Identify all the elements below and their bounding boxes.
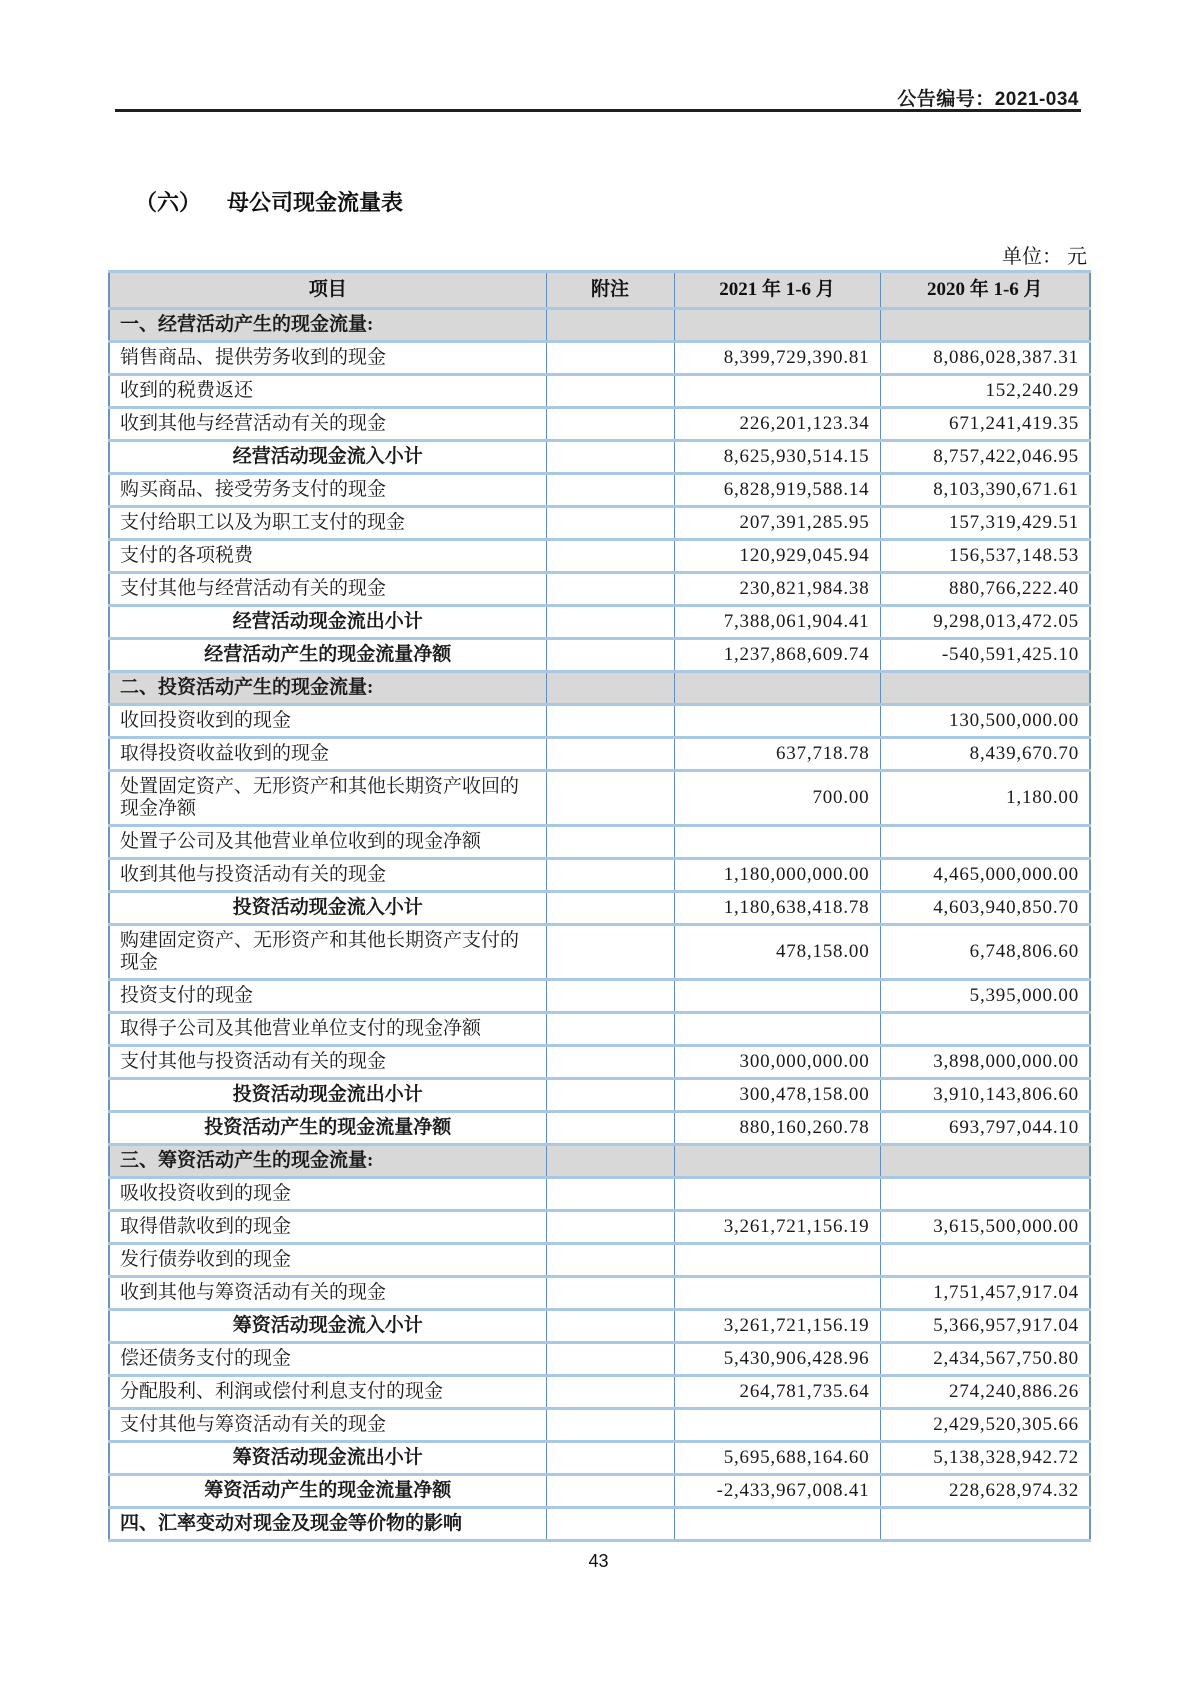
value-2021-cell	[674, 1145, 880, 1178]
value-2021-cell: 637,718.78	[674, 738, 880, 771]
row-label-cell: 经营活动现金流入小计	[109, 441, 546, 474]
item-row	[109, 507, 1090, 540]
value-2020-cell: 8,439,670.70	[880, 738, 1090, 771]
row-label-cell: 分配股利、利润或偿付利息支付的现金	[109, 1376, 546, 1409]
value-2021-cell: 300,000,000.00	[674, 1046, 880, 1079]
row-label-cell: 销售商品、提供劳务收到的现金	[109, 342, 546, 375]
row-label-cell: 吸收投资收到的现金	[109, 1178, 546, 1211]
note-cell	[546, 859, 674, 892]
value-2021-cell	[674, 375, 880, 408]
value-2020-cell: 274,240,886.26	[880, 1376, 1090, 1409]
row-label-cell: 发行债券收到的现金	[109, 1244, 546, 1277]
value-2020-cell	[880, 1244, 1090, 1277]
note-cell	[546, 1376, 674, 1409]
value-2021-cell: 1,180,638,418.78	[674, 892, 880, 925]
value-2021-cell: 6,828,919,588.14	[674, 474, 880, 507]
note-cell	[546, 1112, 674, 1145]
value-2020-cell: 671,241,419.35	[880, 408, 1090, 441]
value-2020-cell	[880, 1145, 1090, 1178]
row-label-cell: 投资活动现金流入小计	[109, 892, 546, 925]
value-2021-cell: 880,160,260.78	[674, 1112, 880, 1145]
value-2021-cell: 230,821,984.38	[674, 573, 880, 606]
subtotal-row	[109, 1475, 1090, 1508]
page-number: 43	[588, 1551, 609, 1571]
note-cell	[546, 738, 674, 771]
row-label-cell: 取得子公司及其他营业单位支付的现金净额	[109, 1013, 546, 1046]
value-2021-cell: 3,261,721,156.19	[674, 1310, 880, 1343]
row-label-cell: 三、筹资活动产生的现金流量:	[109, 1145, 546, 1178]
item-row	[109, 342, 1090, 375]
value-2021-cell: 7,388,061,904.41	[674, 606, 880, 639]
title-text: 母公司现金流量表	[227, 190, 404, 215]
row-label-cell: 处置子公司及其他营业单位收到的现金净额	[109, 826, 546, 859]
note-cell	[546, 1244, 674, 1277]
subtotal-row	[109, 892, 1090, 925]
subtotal-row	[109, 1112, 1090, 1145]
row-label-cell: 筹资活动现金流入小计	[109, 1310, 546, 1343]
value-2020-cell: -540,591,425.10	[880, 639, 1090, 672]
note-cell	[546, 1475, 674, 1508]
note-cell	[546, 540, 674, 573]
subtotal-row	[109, 1442, 1090, 1475]
note-cell	[546, 1211, 674, 1244]
value-2021-cell: 264,781,735.64	[674, 1376, 880, 1409]
value-2020-cell: 5,366,957,917.04	[880, 1310, 1090, 1343]
row-label-cell: 收到其他与投资活动有关的现金	[109, 859, 546, 892]
value-2020-cell: 4,465,000,000.00	[880, 859, 1090, 892]
row-label-cell: 收回投资收到的现金	[109, 705, 546, 738]
item-row	[109, 1211, 1090, 1244]
value-2020-cell	[880, 826, 1090, 859]
value-2020-cell	[880, 672, 1090, 705]
value-2020-cell: 4,603,940,850.70	[880, 892, 1090, 925]
note-cell	[546, 1508, 674, 1541]
row-label-cell: 经营活动现金流出小计	[109, 606, 546, 639]
value-2020-cell: 3,910,143,806.60	[880, 1079, 1090, 1112]
item-row	[109, 375, 1090, 408]
value-2021-cell	[674, 980, 880, 1013]
note-cell	[546, 925, 674, 980]
row-label-cell: 经营活动产生的现金流量净额	[109, 639, 546, 672]
note-cell	[546, 1079, 674, 1112]
subtotal-row	[109, 1310, 1090, 1343]
value-2020-cell: 228,628,974.32	[880, 1475, 1090, 1508]
note-cell	[546, 705, 674, 738]
row-label-cell: 支付其他与筹资活动有关的现金	[109, 1409, 546, 1442]
value-2020-cell: 2,429,520,305.66	[880, 1409, 1090, 1442]
value-2020-cell: 1,751,457,917.04	[880, 1277, 1090, 1310]
item-row	[109, 705, 1090, 738]
value-2021-cell: 207,391,285.95	[674, 507, 880, 540]
row-label-cell: 取得借款收到的现金	[109, 1211, 546, 1244]
value-2020-cell: 1,180.00	[880, 771, 1090, 826]
note-cell	[546, 342, 674, 375]
subtotal-row	[109, 441, 1090, 474]
column-header-item: 项目	[109, 272, 546, 309]
row-label-cell: 二、投资活动产生的现金流量:	[109, 672, 546, 705]
value-2020-cell: 157,319,429.51	[880, 507, 1090, 540]
row-label-cell: 支付其他与经营活动有关的现金	[109, 573, 546, 606]
value-2020-cell: 6,748,806.60	[880, 925, 1090, 980]
row-label-cell: 收到其他与筹资活动有关的现金	[109, 1277, 546, 1310]
column-header-2020: 2020 年 1-6 月	[880, 272, 1090, 309]
value-2021-cell	[674, 672, 880, 705]
item-row	[109, 573, 1090, 606]
value-2020-cell: 8,103,390,671.61	[880, 474, 1090, 507]
item-row	[109, 1046, 1090, 1079]
note-cell	[546, 1442, 674, 1475]
section-row	[109, 1508, 1090, 1541]
value-2021-cell: 8,625,930,514.15	[674, 441, 880, 474]
note-cell	[546, 1310, 674, 1343]
section-number: （六）	[135, 190, 202, 215]
subtotal-row	[109, 1079, 1090, 1112]
announcement-number: 公告编号：2021-034	[897, 89, 1079, 110]
note-cell	[546, 1145, 674, 1178]
value-2020-cell	[880, 1508, 1090, 1541]
note-cell	[546, 771, 674, 826]
value-2021-cell: 5,695,688,164.60	[674, 1442, 880, 1475]
row-label-cell: 支付给职工以及为职工支付的现金	[109, 507, 546, 540]
row-label-cell: 处置固定资产、无形资产和其他长期资产收回的现金净额	[109, 771, 546, 826]
note-cell	[546, 1046, 674, 1079]
note-cell	[546, 441, 674, 474]
value-2021-cell	[674, 1013, 880, 1046]
row-label-cell: 取得投资收益收到的现金	[109, 738, 546, 771]
value-2021-cell	[674, 826, 880, 859]
value-2021-cell: 8,399,729,390.81	[674, 342, 880, 375]
section-row	[109, 672, 1090, 705]
note-cell	[546, 980, 674, 1013]
item-row	[109, 1013, 1090, 1046]
value-2020-cell: 3,615,500,000.00	[880, 1211, 1090, 1244]
value-2020-cell: 152,240.29	[880, 375, 1090, 408]
note-cell	[546, 1013, 674, 1046]
item-row	[109, 771, 1090, 826]
note-cell	[546, 672, 674, 705]
value-2020-cell	[880, 309, 1090, 342]
page-title	[135, 186, 403, 217]
value-2020-cell: 156,537,148.53	[880, 540, 1090, 573]
value-2020-cell: 9,298,013,472.05	[880, 606, 1090, 639]
note-cell	[546, 309, 674, 342]
unit-label: 单位： 元	[1002, 246, 1087, 268]
value-2020-cell: 5,395,000.00	[880, 980, 1090, 1013]
item-row	[109, 408, 1090, 441]
row-label-cell: 投资活动产生的现金流量净额	[109, 1112, 546, 1145]
note-cell	[546, 375, 674, 408]
value-2021-cell	[674, 1409, 880, 1442]
item-row	[109, 1244, 1090, 1277]
note-cell	[546, 474, 674, 507]
note-cell	[546, 1409, 674, 1442]
note-cell	[546, 639, 674, 672]
item-row	[109, 738, 1090, 771]
item-row	[109, 859, 1090, 892]
row-label-cell: 筹资活动产生的现金流量净额	[109, 1475, 546, 1508]
value-2021-cell: 226,201,123.34	[674, 408, 880, 441]
section-row	[109, 1145, 1090, 1178]
item-row	[109, 1277, 1090, 1310]
row-label-cell: 一、经营活动产生的现金流量:	[109, 309, 546, 342]
table-header-row	[109, 272, 1090, 309]
value-2021-cell	[674, 705, 880, 738]
value-2021-cell: 1,237,868,609.74	[674, 639, 880, 672]
row-label-cell: 筹资活动现金流出小计	[109, 1442, 546, 1475]
value-2020-cell: 130,500,000.00	[880, 705, 1090, 738]
item-row	[109, 826, 1090, 859]
value-2020-cell: 5,138,328,942.72	[880, 1442, 1090, 1475]
note-cell	[546, 1178, 674, 1211]
value-2020-cell	[880, 1013, 1090, 1046]
value-2021-cell: 1,180,000,000.00	[674, 859, 880, 892]
item-row	[109, 540, 1090, 573]
item-row	[109, 1343, 1090, 1376]
row-label-cell: 购买商品、接受劳务支付的现金	[109, 474, 546, 507]
note-cell	[546, 408, 674, 441]
value-2021-cell: -2,433,967,008.41	[674, 1475, 880, 1508]
value-2021-cell: 300,478,158.00	[674, 1079, 880, 1112]
value-2021-cell: 5,430,906,428.96	[674, 1343, 880, 1376]
value-2021-cell	[674, 1508, 880, 1541]
item-row	[109, 1178, 1090, 1211]
note-cell	[546, 1343, 674, 1376]
value-2021-cell: 478,158.00	[674, 925, 880, 980]
value-2020-cell	[880, 1178, 1090, 1211]
value-2020-cell: 693,797,044.10	[880, 1112, 1090, 1145]
row-label-cell: 四、汇率变动对现金及现金等价物的影响	[109, 1508, 546, 1541]
header-rule	[115, 109, 1081, 112]
row-label-cell: 收到其他与经营活动有关的现金	[109, 408, 546, 441]
column-header-2021: 2021 年 1-6 月	[674, 272, 880, 309]
row-label-cell: 收到的税费返还	[109, 375, 546, 408]
value-2020-cell: 880,766,222.40	[880, 573, 1090, 606]
note-cell	[546, 573, 674, 606]
subtotal-row	[109, 606, 1090, 639]
subtotal-row	[109, 639, 1090, 672]
note-cell	[546, 1277, 674, 1310]
item-row	[109, 1376, 1090, 1409]
row-label-cell: 支付的各项税费	[109, 540, 546, 573]
item-row	[109, 1409, 1090, 1442]
row-label-cell: 购建固定资产、无形资产和其他长期资产支付的现金	[109, 925, 546, 980]
value-2021-cell: 700.00	[674, 771, 880, 826]
section-row	[109, 309, 1090, 342]
note-cell	[546, 606, 674, 639]
value-2020-cell: 8,086,028,387.31	[880, 342, 1090, 375]
value-2021-cell	[674, 1178, 880, 1211]
value-2021-cell: 120,929,045.94	[674, 540, 880, 573]
cash-flow-table	[108, 270, 1091, 1542]
row-label-cell: 支付其他与投资活动有关的现金	[109, 1046, 546, 1079]
value-2020-cell: 8,757,422,046.95	[880, 441, 1090, 474]
row-label-cell: 偿还债务支付的现金	[109, 1343, 546, 1376]
value-2021-cell	[674, 1277, 880, 1310]
value-2021-cell	[674, 1244, 880, 1277]
value-2021-cell	[674, 309, 880, 342]
column-header-note: 附注	[546, 272, 674, 309]
row-label-cell: 投资活动现金流出小计	[109, 1079, 546, 1112]
value-2020-cell: 3,898,000,000.00	[880, 1046, 1090, 1079]
value-2020-cell: 2,434,567,750.80	[880, 1343, 1090, 1376]
item-row	[109, 474, 1090, 507]
item-row	[109, 925, 1090, 980]
value-2021-cell: 3,261,721,156.19	[674, 1211, 880, 1244]
note-cell	[546, 826, 674, 859]
note-cell	[546, 507, 674, 540]
note-cell	[546, 892, 674, 925]
row-label-cell: 投资支付的现金	[109, 980, 546, 1013]
item-row	[109, 980, 1090, 1013]
